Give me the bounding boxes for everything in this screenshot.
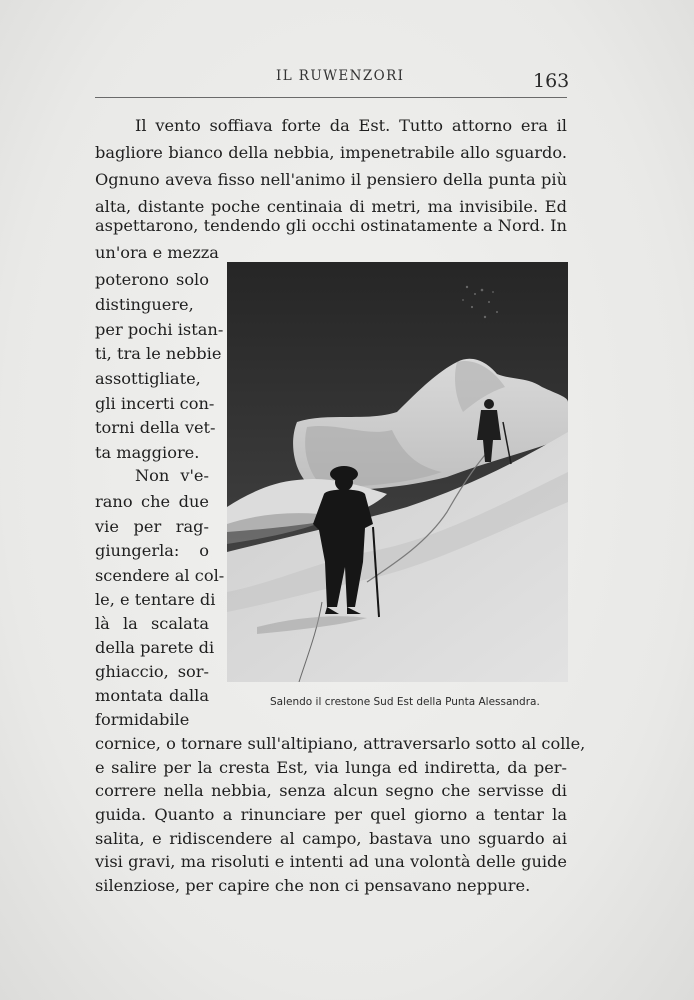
text-line: torni della vet- (95, 418, 216, 437)
text-line: aspettarono, tendendo gli occhi ostinatamente a Nord. In (95, 216, 567, 235)
text-line: salita, e ridiscendere al campo, bastava uno sguardo ai (95, 829, 567, 848)
text-line: là la scalata (95, 614, 209, 633)
figure-caption: Salendo il crestone Sud Est della Punta Alessandra. (270, 696, 540, 708)
text-line: bagliore bianco della nebbia, impenetrabile allo sguardo. (95, 143, 567, 162)
text-line: distinguere, (95, 295, 194, 314)
text-line: ta maggiore. (95, 443, 200, 462)
text-line: le, e tentare di (95, 590, 216, 609)
text-line: giungerla: o (95, 541, 209, 560)
text-line: visi gravi, ma risoluti e intenti ad una volontà delle guide (95, 852, 567, 871)
text-line: un'ora e mezza (95, 243, 219, 262)
text-line: scendere al col- (95, 566, 225, 585)
text-line: ghiaccio, sor- (95, 662, 209, 681)
text-line: correre nella nebbia, senza alcun segno che servisse di (95, 781, 567, 800)
text-line: guida. Quanto a rinunciare per quel giorno a tentar la (95, 805, 567, 824)
text-line: poterono solo (95, 270, 209, 289)
text-line: formidabile (95, 710, 190, 729)
text-line: ti, tra le nebbie (95, 344, 222, 363)
text-line: assottigliate, (95, 369, 201, 388)
text-line: rano che due (95, 492, 209, 511)
running-title: IL RUWENZORI (276, 68, 405, 84)
text-line: montata dalla (95, 686, 209, 705)
text-line: alta, distante poche centinaia di metri, ma invisibile. Ed (95, 197, 567, 216)
header-rule (95, 97, 567, 98)
text-line: gli incerti con- (95, 394, 215, 413)
text-line: Ognuno aveva fisso nell'animo il pensiero della punta più (95, 170, 567, 189)
text-line: silenziose, per capire che non ci pensavano neppure. (95, 876, 531, 895)
mountain-photo (227, 262, 568, 682)
text-line: Il vento soffiava forte da Est. Tutto attorno era il (135, 116, 567, 135)
page-number: 163 (533, 70, 570, 92)
text-line: cornice, o tornare sull'altipiano, attraversarlo sotto al colle, (95, 734, 586, 753)
text-line: per pochi istan- (95, 320, 224, 339)
text-line: vie per rag- (95, 517, 209, 536)
text-line: della parete di (95, 638, 215, 657)
text-line: e salire per la cresta Est, via lunga ed indiretta, da per- (95, 758, 567, 777)
text-line: Non v'e- (135, 466, 209, 485)
